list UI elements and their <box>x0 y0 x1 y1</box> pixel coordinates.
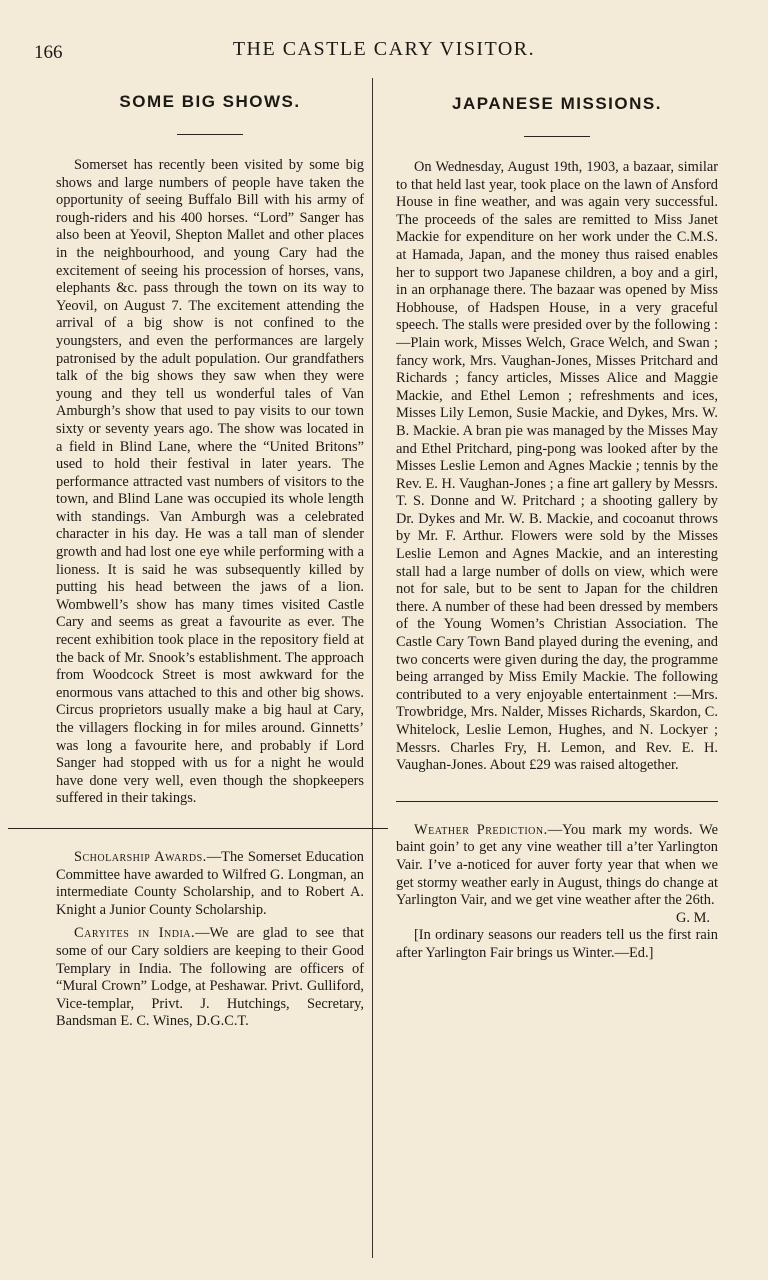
heading-rule <box>177 134 243 135</box>
japanese-missions-heading: JAPANESE MISSIONS. <box>452 94 662 113</box>
right-column <box>396 94 718 963</box>
some-big-shows-heading: SOME BIG SHOWS. <box>119 92 301 111</box>
caryites-body: —We are glad to see that some of our Cary soldiers are keeping to their Good Templary in India. The following are officers of “Mural Crown” Lodge, at Peshawar. Privt. Gulliford, Vice-templar, Privt. J. Hutchings, Secretary, Bandsman E. C. Wines, D.G.C.T. <box>56 925 364 1030</box>
caryites-head: Caryites in India. <box>74 925 196 942</box>
editor-note: [In ordinary seasons our readers tell us the first rain after Yarlington Fair brings us Winter.—Ed.] <box>396 927 718 961</box>
scholarship-head: Scholarship Awards. <box>74 848 207 865</box>
scholarship-body: —The Somerset Education Committee have awarded to Wilfred G. Longman, an intermediate County Scholarship, and to Robert A. Knight a Junior County Scholarship. <box>56 848 365 918</box>
section-rule <box>8 828 388 829</box>
weather-signature: G. M. <box>676 909 710 926</box>
some-big-shows-body: Somerset has recently been visited by some big shows and large numbers of people have taken the opportunity of seeing Buffalo Bill with his army of rough-riders and his 400 horses. “Lord” Sanger has also been at Yeovil, Shepton Mallet and other places in the neighbourhood, and young Cary had the excitement of seeing his procession of horses, vans, elephants &c. pass through the town on its way to Yeovil, on August 7. The excitement attending the arrival of a big show is not confined to the youngsters, and even the performances are largely patronised by the adult population. Our grandfathers talk of the big shows they saw when they were young and they tell us wonderful tales of Van Amburgh’s show that used to pay visits to our town sixty or seventy years ago. The show was located in a field in Blind Lane, where the “United Britons” used to hold their festival in later years. The performance attracted vast numbers of visitors to the town, and Blind Lane was occupied its whole length with standings. Van Amburgh was a celebrated character in his day. He was a tall man of slender growth and had lost one eye while performing with a lioness. It is said he was subsequently killed by putting his head between the jaws of a lion. Wombwell’s show has many times visited Castle Cary and seems as great a favourite as ever. The recent exhibition took place in the repository field at the back of Mr. Snook’s establishment. The approach from Woodcock Street is most awkward for the enormous vans attached to this and other big shows. Circus proprietors usually make a big haul at Cary, the villagers flocking in for miles around. Ginnetts’ was long a favourite here, and probably if Lord Sanger had stopped with us for a night he would have done very well, even though the shopkeepers suffered in their takings. <box>56 157 364 807</box>
column-divider <box>372 78 373 1258</box>
weather-paragraph <box>396 821 718 926</box>
scholarship-paragraph <box>56 849 364 919</box>
running-title: THE CASTLE CARY VISITOR. <box>232 38 536 60</box>
left-column <box>56 92 364 1031</box>
weather-head: Weather Prediction. <box>414 821 548 838</box>
section-rule <box>396 801 718 802</box>
caryites-paragraph <box>56 925 364 1031</box>
japanese-missions-body: On Wednesday, August 19th, 1903, a bazaar, similar to that held last year, took place on the lawn of Ansford House in fine weather, and was again very successful. The proceeds of the sales are remitted to Miss Janet Mackie for expenditure on her work under the C.M.S. at Hamada, Japan, and the money thus raised enables her to support two Japanese children, a boy and a girl, in an orphanage there. The bazaar was opened by Miss Hobhouse, of Hadspen House, in a very graceful speech. The stalls were presided over by the following :—Plain work, Misses Welch, Grace Welch, and Swan ; fancy work, Mrs. Vaughan-Jones, Misses Pritchard and Richards ; fancy articles, Misses Alice and Maggie Mackie, and Ethel Lemon ; refreshments and ices, Misses Lily Lemon, Susie Mackie, and Dykes, Mrs. W. B. Mackie. A bran pie was managed by the Misses May and Ethel Pritchard, ping-pong was looked after by the Misses Leslie Lemon and Agnes Mackie ; tennis by the Rev. E. H. Vaughan-Jones ; a fine art gallery by Messrs. T. S. Donne and W. Pritchard ; a shooting gallery by Dr. Dykes and Mr. W. B. Mackie, and cocoanut throws by Mr. F. Arthur. Flowers were sold by the Misses Leslie Lemon and Agnes Mackie, and an interesting stall had a large number of dolls on view, which were not for sale, but to be sent to Japan for the children there. A number of these had been dressed by members of the Young Women’s Christian Association. The Castle Cary Town Band played during the evening, and two concerts were given during the day, the programme being arranged by Miss Emily Mackie. The following contributed to a very enjoyable entertainment :—Mrs. Trowbridge, Mrs. Nalder, Misses Richards, Skardon, C. Whitelock, Leslie Lemon, Hughes, and N. Lockyer ; Messrs. Charles Fry, H. Lemon, and Rev. E. H. Vaughan-Jones. About £29 was raised altogether. <box>396 159 718 774</box>
page-number: 166 <box>34 42 63 63</box>
weather-body: —You mark my words. We baint goin’ to get any vine weather till a’ter Yarlington Vair. I’ve a-noticed for auver forty year that when we get stormy weather early in August, things do change at Yarlington Vair, and we get vine weather after the 26th. <box>396 821 718 909</box>
heading-rule <box>524 136 590 137</box>
